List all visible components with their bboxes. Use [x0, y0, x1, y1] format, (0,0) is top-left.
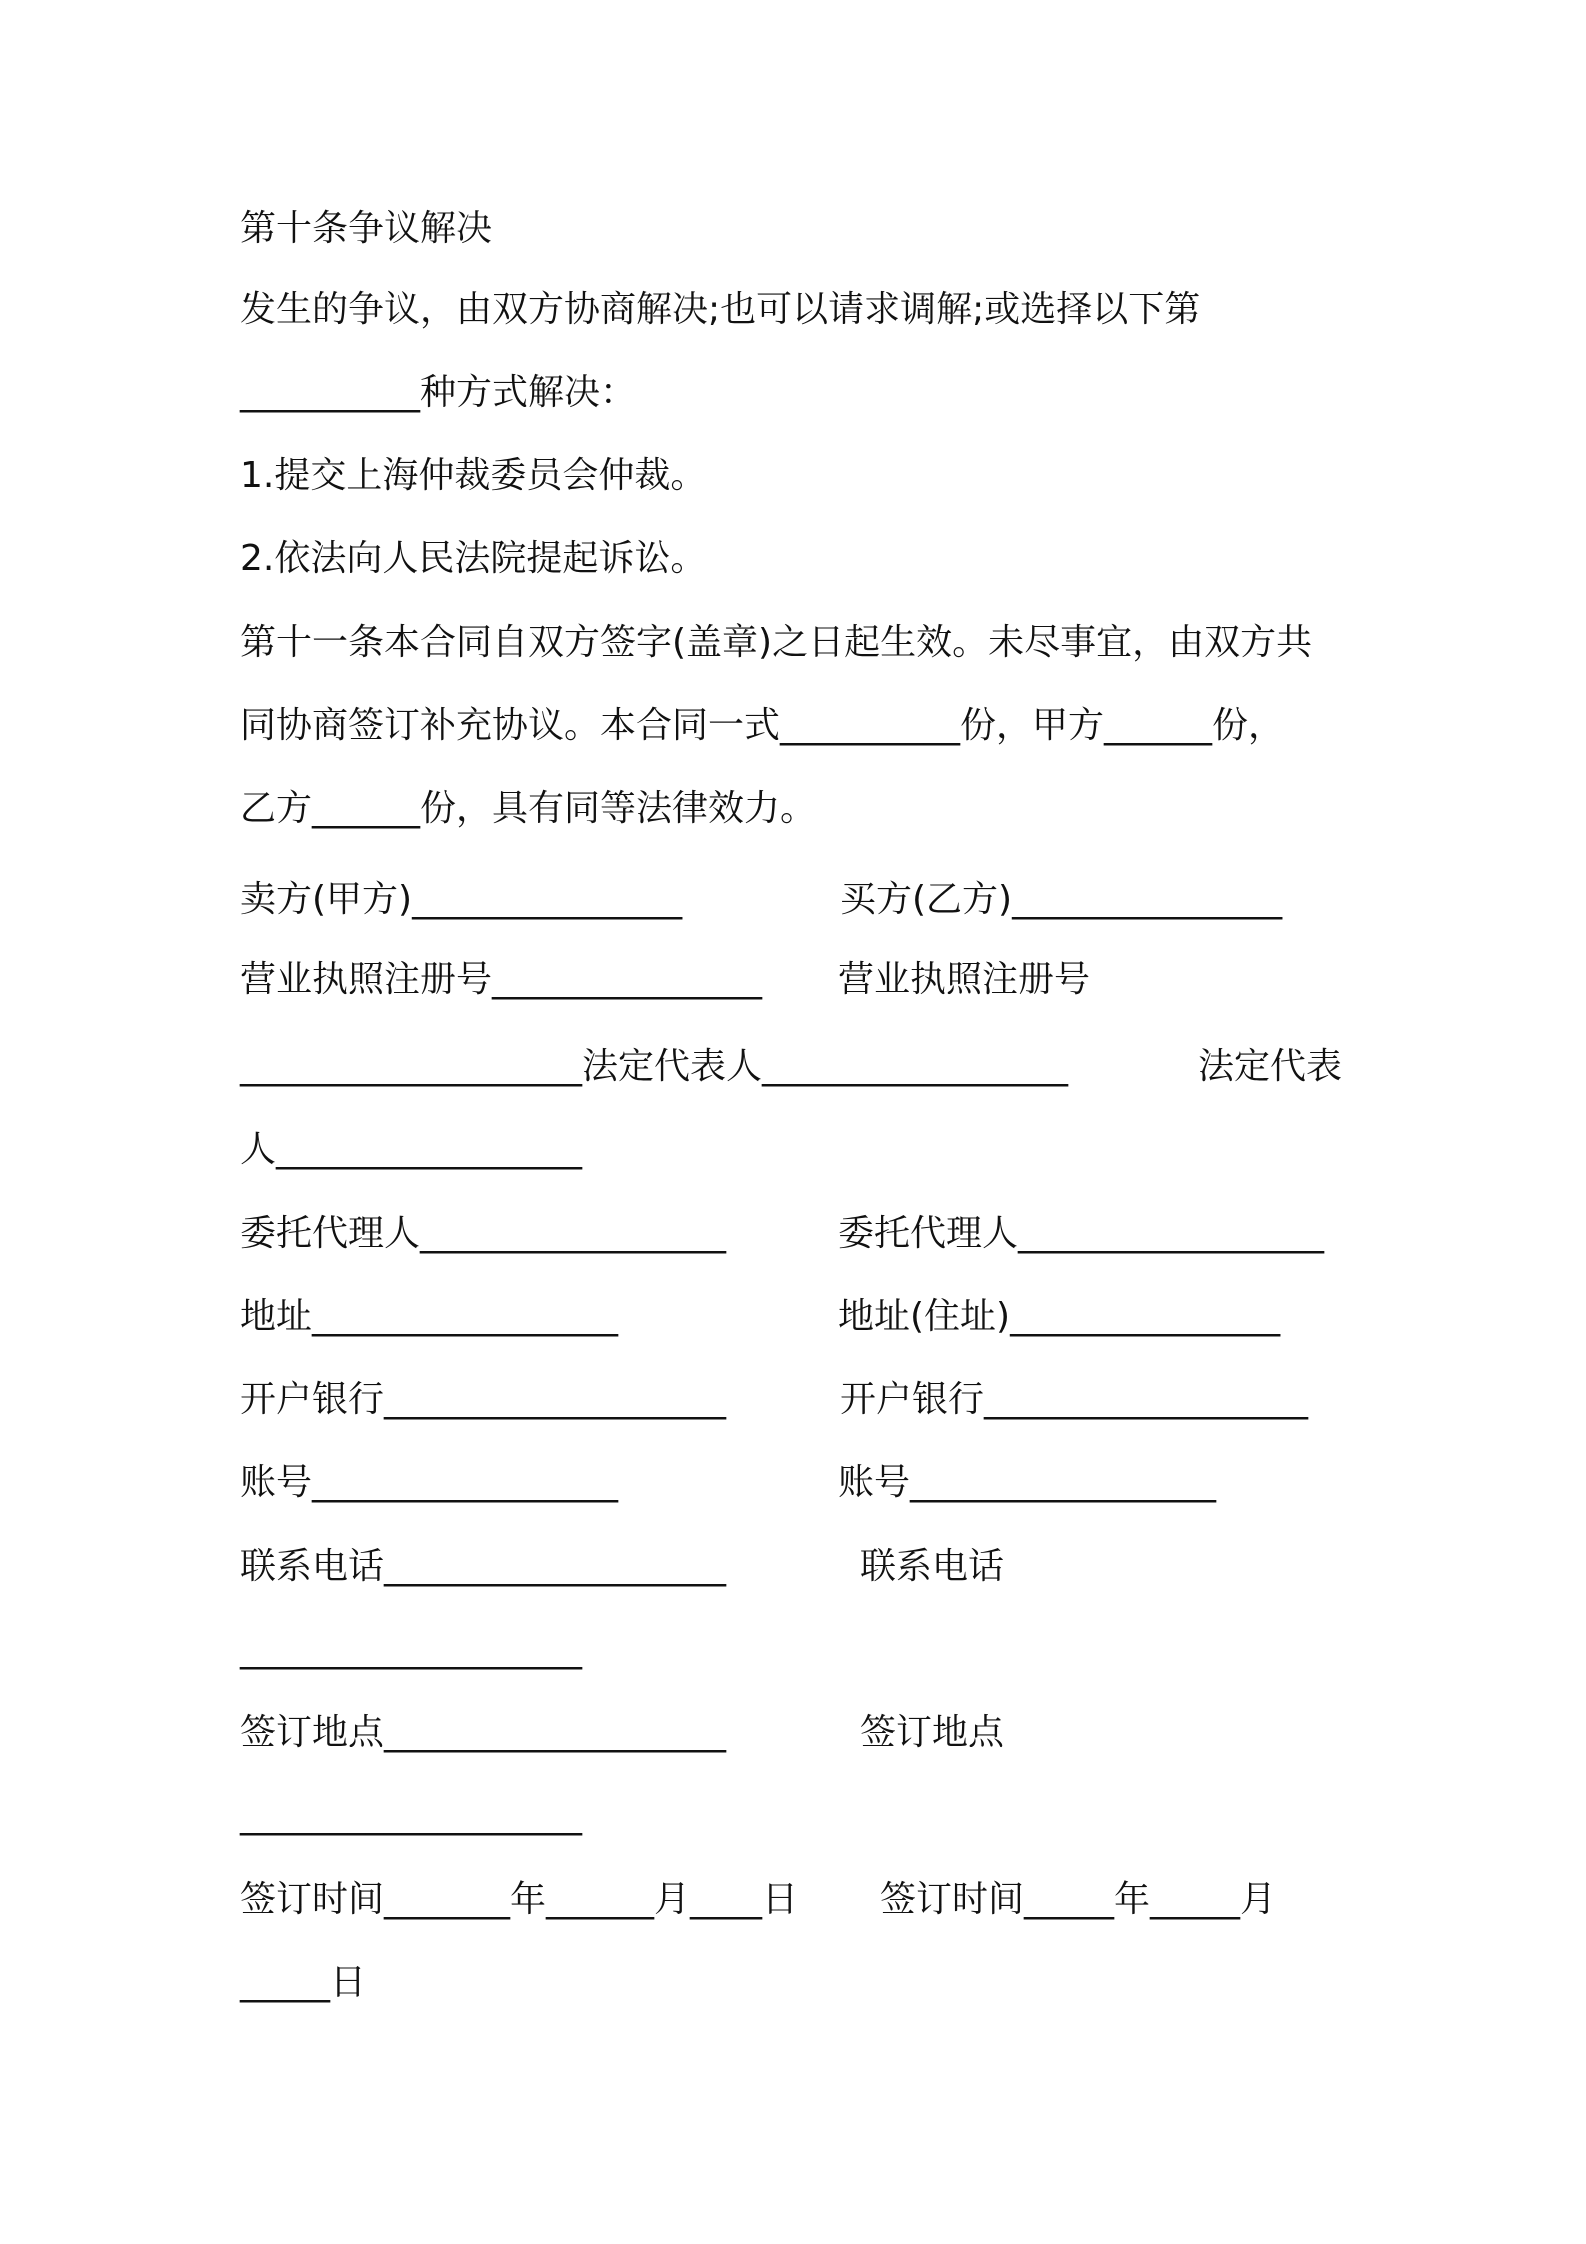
buyer-address-field: 地址(住址)_______________: [838, 1296, 1281, 1337]
buyer-sign-time-field: 签订时间_____年_____月: [880, 1879, 1277, 1920]
seller-sign-place-field: 签订地点___________________: [240, 1712, 727, 1753]
buyer-sign-time-day: _____日: [240, 1962, 367, 2003]
buyer-party-field: 买方(乙方)_______________: [840, 879, 1283, 920]
seller-license-field: 营业执照注册号_______________: [240, 959, 763, 1000]
buyer-sign-place-blank: ___________________: [240, 1795, 582, 1836]
article11-line-3: 乙方______份，具有同等法律效力。: [240, 788, 817, 829]
buyer-license-field: 营业执照注册号: [838, 959, 1091, 1000]
buyer-bank-field: 开户银行__________________: [840, 1379, 1309, 1420]
seller-party-field: 卖方(甲方)_______________: [240, 879, 683, 920]
dispute-option-1: 1.提交上海仲裁委员会仲裁。: [240, 455, 707, 496]
buyer-representative-field: 人_________________: [240, 1129, 582, 1170]
buyer-phone-blank: ___________________: [240, 1629, 582, 1670]
dispute-option-2: 2.依法向人民法院提起诉讼。: [240, 538, 707, 579]
seller-address-field: 地址_________________: [240, 1296, 619, 1337]
seller-sign-time-field: 签订时间_______年______月____日: [240, 1879, 799, 1920]
buyer-account-field: 账号_________________: [838, 1462, 1217, 1503]
article11-line-2: 同协商签订补充协议。本合同一式__________份，甲方______份，: [240, 705, 1285, 746]
article11-line-1: 第十一条本合同自双方签字(盖章)之日起生效。未尽事宜，由双方共: [240, 622, 1313, 663]
buyer-sign-place-label: 签订地点: [860, 1712, 1005, 1753]
dispute-text-line-2: __________种方式解决：: [240, 372, 637, 413]
seller-bank-field: 开户银行___________________: [240, 1379, 727, 1420]
article10-heading: 第十条争议解决: [240, 208, 493, 249]
buyer-agent-field: 委托代理人_________________: [838, 1213, 1325, 1254]
seller-agent-field: 委托代理人_________________: [240, 1213, 727, 1254]
seller-phone-field: 联系电话___________________: [240, 1546, 727, 1587]
seller-account-field: 账号_________________: [240, 1462, 619, 1503]
representative-line: ___________________法定代表人_________________: [240, 1046, 1069, 1087]
buyer-representative-label: 法定代表: [1198, 1046, 1343, 1087]
buyer-phone-label: 联系电话: [860, 1546, 1005, 1587]
dispute-text-line-1: 发生的争议，由双方协商解决;也可以请求调解;或选择以下第: [240, 289, 1201, 330]
